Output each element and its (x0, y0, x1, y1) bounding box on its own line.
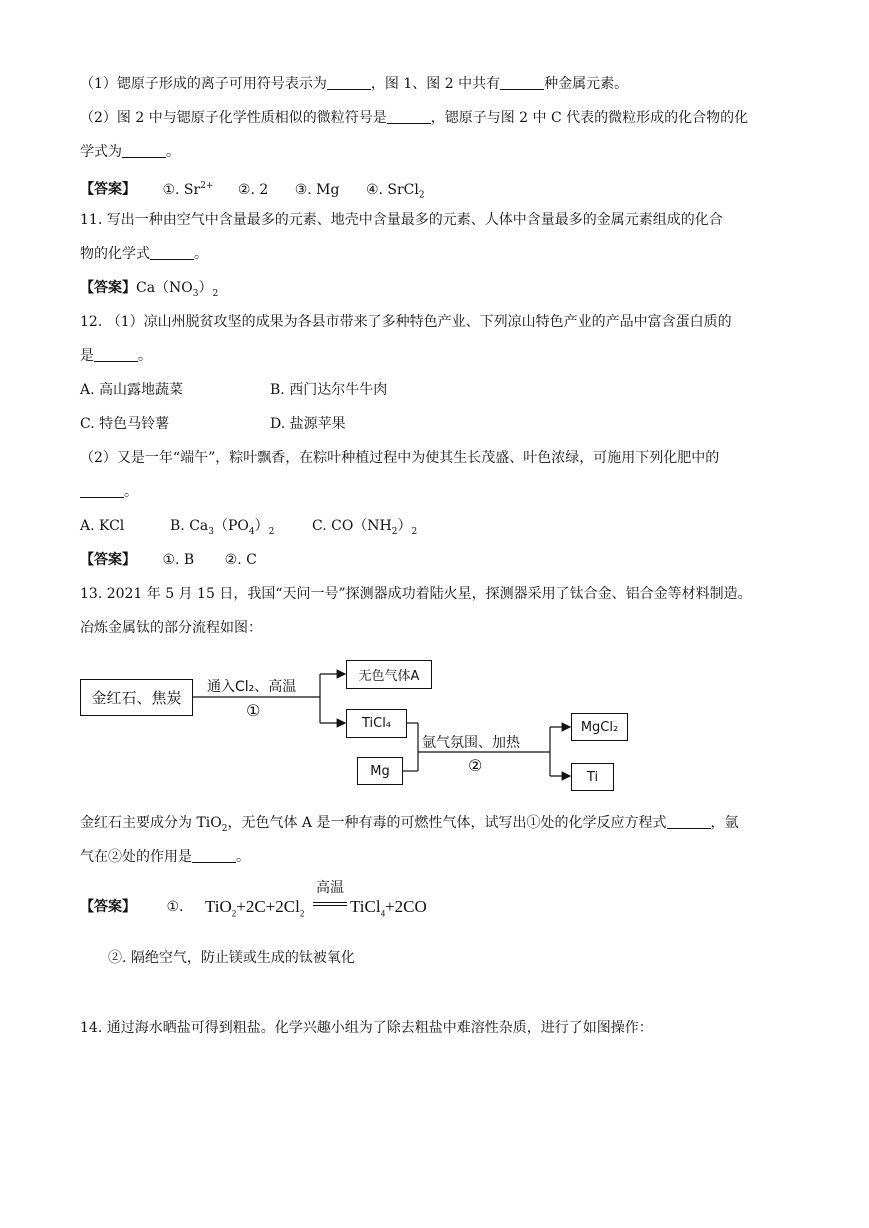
flow-box-mg: Mg (357, 757, 403, 785)
answer-blank (387, 109, 431, 124)
answer-blank (94, 347, 138, 362)
q12-option-c: C. 特色马铃薯 (80, 416, 170, 432)
flow-box-ti: Ti (571, 763, 614, 791)
answer-label: 【答案】 (80, 899, 136, 915)
answer-blank (150, 245, 194, 260)
q10-answer: 【答案】 ①. $Sr^{2+}$ ②. 2 ③. Mg ④. SrCl$_2$ (80, 181, 425, 201)
q11-line1: 11. 写出一种由空气中含量最多的元素、地壳中含量最多的元素、人体中含量最多的金属元素组成的化合 (80, 212, 723, 228)
q12-option-a: A. 高山露地蔬菜 (80, 382, 184, 398)
q12-option-b: B. 西门达尔牛牛肉 (270, 382, 388, 398)
answer-blank (500, 75, 544, 90)
q10-part1: （1）锶原子形成的离子可用符号表示为 ，图 1、图 2 中共有 种金属元素。 (80, 76, 629, 92)
q12-line2: 是 。 (80, 348, 152, 364)
q13-answer: 【答案】 ①. (80, 899, 184, 915)
q13-desc-line2: 气在②处的作用是 。 (80, 849, 250, 865)
step2-condition: 氩气氛围、加热 (422, 735, 520, 751)
q13-desc-line1: 金红石主要成分为 TiO$_2$，无色气体 A 是一种有毒的可燃性气体，试写出①处的化学反应方程式 ，氩 (80, 815, 739, 834)
q11-answer: 【答案】$Ca(NO_3)_2$ (80, 280, 219, 299)
q13-line1: 13. 2021 年 5 月 15 日，我国“天问一号”探测器成功着陆火星，探测器采用了钛合金、铝合金等材料制造。 (80, 586, 752, 602)
answer-label: 【答案】 (80, 280, 136, 296)
q13-answer-2: ②. 隔绝空气，防止镁或生成的钛被氧化 (108, 950, 355, 966)
answer-label: 【答案】 (80, 181, 136, 198)
q12-fertilizer-b: B. $Ca_3(PO_4)_2$ (170, 518, 275, 537)
q13-line2: 冶炼金属钛的部分流程如图： (80, 620, 262, 636)
step1-number: ① (246, 701, 261, 720)
step1-condition: 通入Cl₂、高温 (207, 679, 297, 695)
flow-box-start: 金红石、焦炭 (80, 679, 193, 716)
q12-fertilizer-a: A. KCl (80, 518, 125, 534)
answer-blank (192, 848, 236, 863)
q12-fertilizer-c: C. $CO(NH_2)_2$ (312, 518, 418, 537)
q12-answer: 【答案】 ①. B ②. C (80, 552, 257, 568)
q11-line2: 物的化学式 。 (80, 246, 208, 262)
q12-part2-line2: 。 (80, 482, 138, 502)
flow-box-mgcl2: MgCl₂ (571, 713, 628, 741)
answer-blank (80, 483, 124, 498)
double-line (313, 902, 347, 906)
q10-part2-line1: （2）图 2 中与锶原子化学性质相似的微粒符号是 ，锶原子与图 2 中 C 代表的微粒形成的化合物的化 (80, 110, 749, 126)
q12-part2-line1: （2）又是一年“端午”，粽叶飘香，在粽叶种植过程中为使其生长茂盛、叶色浓绿，可施用下列化肥中的 (80, 450, 720, 466)
reaction-condition: 高温 (313, 880, 347, 906)
q14-line1: 14. 通过海水晒盐可得到粗盐。化学兴趣小组为了除去粗盐中难溶性杂质，进行了如图操作： (80, 1020, 653, 1036)
answer-blank (122, 143, 166, 158)
answer-label: 【答案】 (80, 552, 136, 568)
flow-box-gas-a: 无色气体A (346, 660, 432, 689)
step2-number: ② (468, 756, 483, 775)
flow-box-ticl4: TiCl₄ (346, 709, 407, 738)
q12-option-d: D. 盐源苹果 (270, 416, 346, 432)
q10-part2-line2: 学式为 。 (80, 144, 180, 160)
answer-blank (327, 75, 371, 90)
answer-blank (667, 814, 711, 829)
q12-line1: 12. （1）凉山州脱贫攻坚的成果为各县市带来了多种特色产业、下列凉山特色产业的产品中富含蛋白质的 (80, 314, 732, 330)
